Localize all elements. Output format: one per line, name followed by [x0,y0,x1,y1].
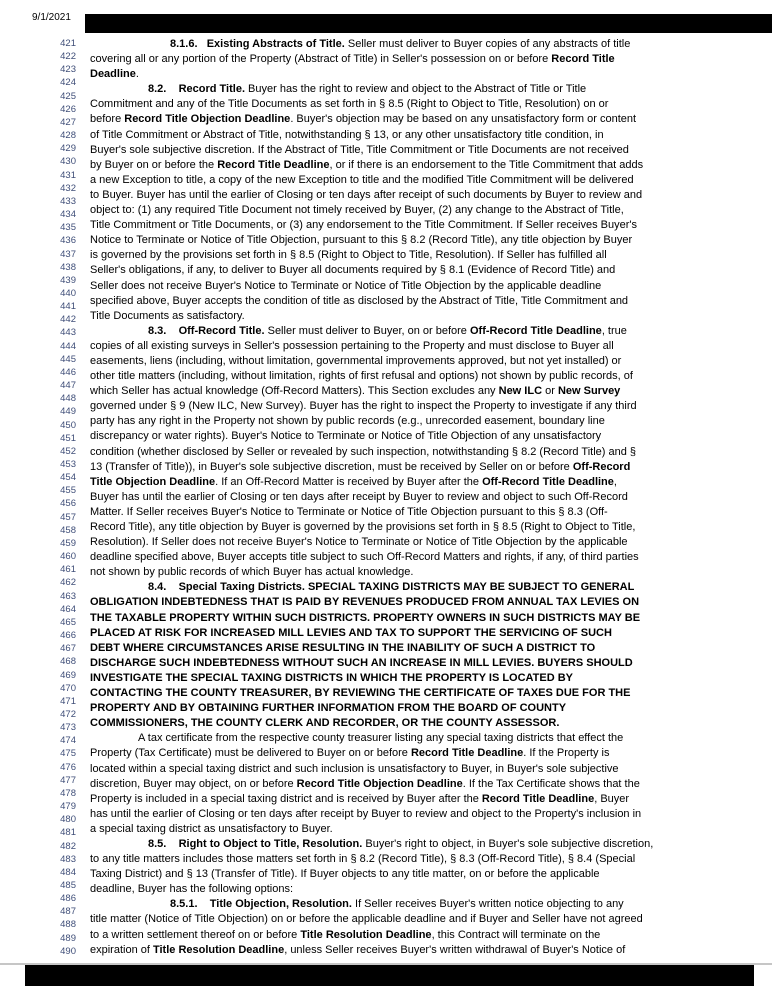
line-number: 453 [60,459,76,470]
line-number: 479 [60,801,76,813]
document-line [90,248,760,263]
line-number: 429 [60,143,76,155]
text-segment: deadline, Buyer has the following options: [90,883,294,896]
bold-text-segment: Off-Record Title Deadline [469,324,602,337]
bold-text-segment: New ILC [498,385,543,398]
text-segment: Title Documents as satisfactory. [90,309,245,322]
line-number: 437 [60,248,76,260]
bold-text-segment: OBLIGATION INDEBTEDNESS THAT IS PAID BY REVENUES PRODUCED FROM ANNUAL TAX LEVIES ON [90,596,640,609]
text-segment: , Buyer [594,792,630,805]
text-segment: to a written settlement thereof on or before [90,928,301,941]
line-number: 461 [60,564,76,576]
text-segment: covering all or any portion of the Property (Abstract of Title) in Seller's possession on or before [90,53,552,66]
document-line [90,143,760,158]
document-line [90,656,760,671]
document-line [90,414,760,429]
line-number: 463 [60,590,76,602]
line-number: 459 [60,537,76,549]
line-number: 450 [60,419,76,431]
document-line [90,233,760,248]
line-number: 467 [60,643,76,655]
document-line [90,716,760,731]
text-segment: easements, liens (including, without limitation, governmental improvements approved, but not yet installed) or [90,354,622,367]
bold-text-segment: DEBT WHERE CIRCUMSTANCES ARISE RESULTING IN THE INABILITY OF SUCH A DISTRICT TO [90,641,596,654]
text-segment: , [613,475,617,488]
line-number: 434 [60,209,76,221]
document-line [90,279,760,294]
line-number: 423 [60,64,76,76]
bold-text-segment: Off-Record [572,460,631,473]
document-line [90,490,760,505]
document-line [90,128,760,143]
text-segment: to Buyer. Buyer has until the earlier of Closing or ten days after receipt of such documents by Buyer to review and [90,188,643,201]
text-segment: discretion, Buyer may object, on or before [90,777,297,790]
line-number: 449 [60,406,76,418]
text-segment: copies of all existing surveys in Seller's possession pertaining to the Property and must disclose to Buyer all [90,339,614,352]
text-segment: condition (whether disclosed by Seller or revealed by such inspection, notwithstanding § 8.2 (Record Title) and § [90,445,637,458]
document-line [90,52,760,67]
line-number: 435 [60,222,76,234]
bold-text-segment: 8.5. Right to Object to Title, Resolution. [148,837,363,850]
line-number: 470 [60,682,76,694]
document-line [90,897,760,912]
text-segment: If Seller receives Buyer's written notice objecting to any [351,898,624,911]
text-segment: by Buyer on or before the [90,158,218,171]
bold-text-segment: COMMISSIONERS, THE COUNTY CLERK AND RECORDER, OR THE COUNTY ASSESSOR. [90,717,560,730]
document-line [90,399,760,414]
line-number: 480 [60,814,76,826]
line-number: 475 [60,748,76,760]
text-segment: discrepancy or water rights). Buyer's Notice to Terminate or Notice of Title Objection of any unsatisfactory [90,430,602,443]
text-segment: not shown by public records of which Buyer has actual knowledge. [90,566,414,579]
line-number: 422 [60,51,76,63]
text-segment: . Buyer's objection may be based on any unsatisfactory form or content [290,113,637,126]
bold-text-segment: PLACED AT RISK FOR INCREASED MILL LEVIES AND TAX TO SUPPORT THE SERVICING OF SUCH [90,626,612,639]
document-line [90,580,760,595]
document-line [90,626,760,641]
line-number: 466 [60,630,76,642]
line-number: 477 [60,774,76,786]
bold-text-segment: CONTACTING THE COUNTY TREASURER, BY REVIEWING THE CERTIFICATE OF TAXES DUE FOR THE [90,687,631,700]
line-number: 481 [60,827,76,839]
bold-text-segment: 8.4. Special Taxing Districts. SPECIAL TAXING DISTRICTS MAY BE SUBJECT TO GENERAL [148,581,635,594]
line-number: 478 [60,787,76,799]
line-number: 446 [60,366,76,378]
line-number: 430 [60,156,76,168]
line-number: 440 [60,287,76,299]
bold-text-segment: Record Title Deadline [481,792,595,805]
text-segment: object to: (1) any required Title Document not timely received by Buyer, (2) any change to the Abstract of Title, [90,204,624,217]
bold-text-segment: Record Title Objection Deadline [296,777,463,790]
document-line [90,218,760,233]
text-segment: , true [601,324,627,337]
text-segment: Property (Tax Certificate) must be delivered to Buyer on or before [90,747,411,760]
bold-text-segment: INVESTIGATE THE SPECIAL TAXING DISTRICTS IN WHICH THE PROPERTY IS LOCATED BY [90,671,574,684]
text-segment: specified above, Buyer accepts the condition of title as disclosed by the Abstract of Title, Title Commitment and [90,294,629,307]
document-line [90,822,760,837]
line-number: 447 [60,380,76,392]
document-line [90,731,760,746]
text-segment: 13 (Transfer of Title)), in Buyer's sole subjective discretion, must be received by Seller on or before [90,460,573,473]
line-number: 426 [60,103,76,115]
text-segment: , or if there is an endorsement to the Title Commitment that adds [329,158,644,171]
document-line [90,37,760,52]
bold-text-segment: Record Title Deadline [410,747,524,760]
line-number: 462 [60,577,76,589]
document-line [90,173,760,188]
text-segment: governed under § 9 (New ILC, New Survey). Buyer has the right to inspect the Property to investigate if any third [90,400,637,413]
text-segment: Seller's obligations, if any, to deliver to Buyer all documents required by § 8.1 (Evidence of Record Title) and [90,264,616,277]
document-line [90,807,760,822]
document-line [90,309,760,324]
document-line [90,535,760,550]
text-segment: a new Exception to title, a copy of the new Exception to title and the modified Title Commitment will be delivered [90,173,634,186]
document-line [90,67,760,82]
document-line [90,369,760,384]
line-number: 473 [60,722,76,734]
document-line [90,324,760,339]
line-number: 468 [60,656,76,668]
text-segment: , unless Seller receives Buyer's written withdrawal of Buyer's Notice of [284,943,626,956]
line-number: 444 [60,340,76,352]
bold-text-segment: THE TAXABLE PROPERTY WITHIN SUCH DISTRICTS. PROPERTY OWNERS IN SUCH DISTRICTS MAY BE [90,611,641,624]
document-line [90,565,760,580]
text-segment: Buyer's right to object, in Buyer's sole subjective discretion, [362,837,654,850]
text-segment: or [542,385,558,398]
bold-text-segment: Title Resolution Deadline [300,928,432,941]
bold-text-segment: 8.3. Off-Record Title. [148,324,265,337]
document-line [90,188,760,203]
line-number: 482 [60,840,76,852]
text-segment: . [135,68,139,81]
redaction-bar-top [85,14,772,33]
document-line [90,445,760,460]
document-line [90,837,760,852]
line-number: 424 [60,77,76,89]
line-number: 454 [60,472,76,484]
text-segment: which Seller has actual knowledge (Off-Record Matters). This Section excludes any [90,385,499,398]
line-number: 490 [60,945,76,957]
bold-text-segment: Title Objection Deadline [90,475,216,488]
line-number: 464 [60,603,76,615]
text-segment: has until the earlier of Closing or ten days after receipt by Buyer to review and object to the Property's inclusion in [90,807,642,820]
document-line [90,550,760,565]
text-segment: Commitment and any of the Title Documents as set forth in § 8.5 (Right to Object to Title, Resolution) on or [90,98,609,111]
bold-text-segment: Deadline [90,68,136,81]
bold-text-segment: DISCHARGE SUCH INDEBTEDNESS WITHOUT SUCH AN INCREASE IN MILL LEVIES. BUYERS SHOULD [90,656,633,669]
document-line [90,912,760,927]
bold-text-segment: Record Title [551,53,615,66]
text-segment: Resolution). If Seller does not receive Buyer's Notice to Terminate or Notice of Title Objection by the applicable [90,536,628,549]
document-line [90,792,760,807]
text-segment: Seller must deliver to Buyer copies of any abstracts of title [344,38,631,50]
text-segment: Record Title), any title objection by Buyer is governed by the provisions set forth in § 8.5 (Right to Object to Title, [90,521,636,533]
line-number: 487 [60,906,76,918]
text-segment: Taxing District) and § 13 (Transfer of Title). If Buyer objects to any title matter, on or before the applicable [90,868,600,881]
line-number: 442 [60,314,76,326]
text-segment: party has any right in the Property not shown by public records (e.g., unrecorded easement, boundary line [90,415,605,428]
document-line [90,762,760,777]
line-number: 457 [60,511,76,523]
line-number: 474 [60,735,76,747]
document-line [90,384,760,399]
document-line [90,701,760,716]
text-segment: Title Commitment or Title Documents, or (3) any endorsement to the Title Commitment. If Seller receives Buyer's [90,219,637,232]
line-number: 471 [60,695,76,707]
bold-text-segment: 8.5.1. Title Objection, Resolution. [170,898,352,911]
document-line [90,943,760,958]
text-segment: of Title Commitment or Abstract of Title, notwithstanding § 13, or any other unsatisfactory title condition, in [90,128,604,141]
line-number: 438 [60,261,76,273]
text-segment: Buyer's sole subjective discretion. If the Abstract of Title, Title Commitment or Title Documents are not received [90,143,629,156]
text-segment: before [90,113,125,126]
line-number: 428 [60,130,76,142]
text-segment: expiration of [90,943,153,956]
bold-text-segment: Title Resolution Deadline [152,943,285,956]
line-number: 488 [60,919,76,931]
document-line [90,82,760,97]
document-line [90,112,760,127]
text-segment: Buyer has until the earlier of Closing or ten days after receipt by Buyer to review and object to such Off-Record [90,490,628,503]
line-number: 425 [60,90,76,102]
document-line [90,505,760,520]
text-segment: a special taxing district as unsatisfactory to Buyer. [90,822,333,835]
document-line [90,852,760,867]
document-line [90,97,760,112]
bold-text-segment: Off-Record Title Deadline [482,475,614,488]
line-number: 456 [60,498,76,510]
line-number: 469 [60,669,76,681]
line-number: 489 [60,932,76,944]
bold-text-segment: 8.2. Record Title. [148,83,245,96]
text-segment: to any title matters includes those matters set forth in § 8.2 (Record Title), § 8.3 (Off-Record Title), § 8.4 (Special [90,853,636,866]
text-segment: Property is included in a special taxing district and is received by Buyer after the [90,792,482,805]
document-line [90,520,760,535]
text-segment: deadline specified above, Buyer accepts title subject to such Off-Record Matters and rights, if any, of third parties [90,551,639,564]
line-number: 455 [60,485,76,497]
document-line [90,203,760,218]
text-segment: other title matters (including, without limitation, rights of first refusal and options) not shown by public records, of [90,370,633,383]
line-number: 441 [60,301,76,313]
document-line [90,867,760,882]
line-number: 484 [60,866,76,878]
bold-text-segment: PROPERTY AND BY OBTAINING FURTHER INFORMATION FROM THE BOARD OF COUNTY [90,702,567,715]
text-segment: , this Contract will terminate on the [431,928,601,941]
date-header: 9/1/2021 [32,12,71,23]
line-number: 465 [60,616,76,628]
line-number: 433 [60,195,76,207]
bold-text-segment: Record Title Deadline [217,158,330,171]
line-number: 458 [60,524,76,536]
text-segment: Matter. If Seller receives Buyer's Notice to Terminate or Notice of Title Objection pursuant to this § 8.3 (Off- [90,505,608,518]
line-number: 460 [60,551,76,563]
line-number-column [26,37,76,958]
text-segment: Buyer has the right to review and object to the Abstract of Title or Title [245,83,587,96]
redaction-bar-bottom [25,965,754,986]
line-number: 472 [60,708,76,720]
line-number: 427 [60,116,76,128]
line-number: 421 [60,38,76,49]
line-number: 445 [60,353,76,365]
text-segment: . If an Off-Record Matter is received by Buyer after the [215,475,483,488]
document-line [90,339,760,354]
line-number: 476 [60,761,76,773]
document-line [90,294,760,309]
line-number: 439 [60,274,76,286]
text-segment: title matter (Notice of Title Objection) on or before the applicable deadline and if Buyer and Seller have not agreed [90,913,643,926]
bold-text-segment: 8.1.6. Existing Abstracts of Title. [170,38,345,50]
line-number: 452 [60,445,76,457]
document-line [90,671,760,686]
document-line [90,928,760,943]
text-segment: A tax certificate from the respective county treasurer listing any special taxing districts that effect the [138,732,624,745]
document-line [90,429,760,444]
document-line [90,354,760,369]
document-line [90,595,760,610]
bold-text-segment: Record Title Objection Deadline [124,113,291,126]
document-line [90,641,760,656]
document-line [90,263,760,278]
line-number: 486 [60,893,76,905]
bold-text-segment: New Survey [557,385,621,398]
text-segment: Seller must deliver to Buyer, on or before [264,324,470,337]
line-number: 431 [60,169,76,181]
document-line [90,611,760,626]
text-segment: . If the Tax Certificate shows that the [462,777,640,790]
line-number: 432 [60,182,76,194]
text-segment: . If the Property is [523,747,610,760]
line-number: 448 [60,393,76,405]
document-line [90,777,760,792]
text-segment: Notice to Terminate or Notice of Title Objection, pursuant to this § 8.2 (Record Title), any title objection by Buyer [90,234,633,247]
document-line [90,475,760,490]
document-line [90,882,760,897]
line-number: 485 [60,880,76,891]
document-line [90,460,760,475]
line-number: 451 [60,432,76,444]
text-segment: Seller does not receive Buyer's Notice to Terminate or Notice of Title Objection by the applicable deadline [90,279,602,292]
line-number: 483 [60,853,76,865]
document-line [90,746,760,761]
line-number: 436 [60,235,76,247]
document-body [90,37,760,958]
text-segment: located within a special taxing district and such inclusion is unsatisfactory to Buyer, in Buyer's sole subjective [90,762,619,775]
text-segment: is governed by the provisions set forth in § 8.5 (Right to Object to Title, Resolution). If Seller has fulfilled all [90,249,607,262]
document-line [90,158,760,173]
document-line [90,686,760,701]
line-number: 443 [60,327,76,339]
